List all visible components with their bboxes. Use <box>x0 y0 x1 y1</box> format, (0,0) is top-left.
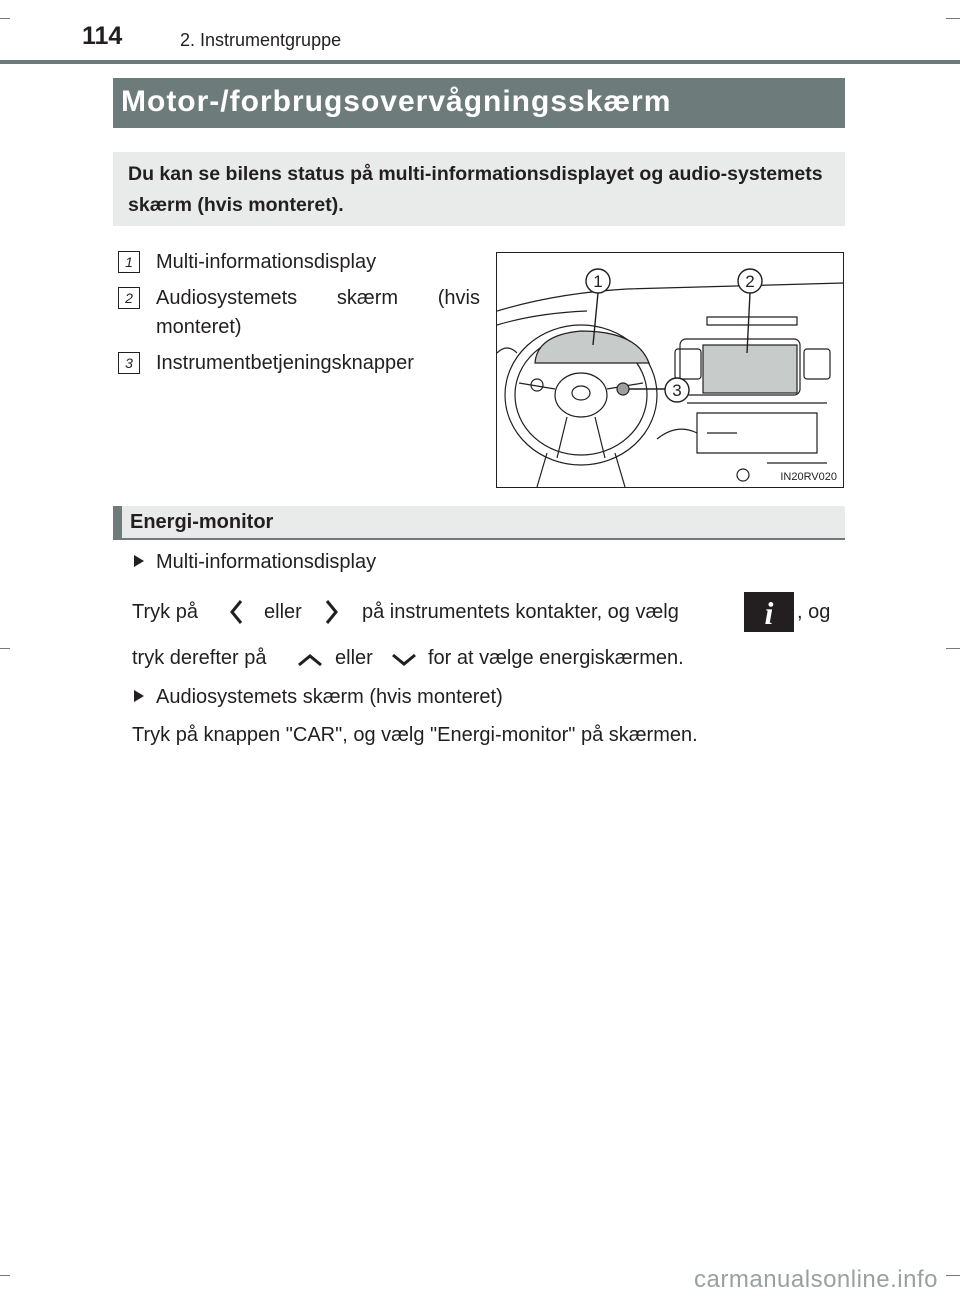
figure-code: IN20RV020 <box>780 471 837 483</box>
bullet-triangle-icon <box>134 555 144 567</box>
subsection-header <box>113 506 845 540</box>
dashboard-illustration <box>496 252 844 488</box>
legend-item <box>118 349 480 378</box>
intro-box: Du kan se bilens status på multi-informationsdisplayet og audio-systemets skærm (hvis monteret). <box>113 152 845 226</box>
bullet-triangle-icon <box>134 690 144 702</box>
para-text: på instrumentets kontakter, og vælg <box>362 601 679 623</box>
header-rule <box>0 60 960 64</box>
crop-mark <box>946 18 960 19</box>
chevron-left-icon <box>228 598 246 626</box>
legend-text: Instrumentbetjeningsknapper <box>156 352 414 374</box>
legend-item <box>118 248 480 277</box>
page-number: 114 <box>82 22 123 50</box>
legend-number: 1 <box>118 251 140 273</box>
crop-mark <box>946 648 960 649</box>
legend-text: Multi-informationsdisplay <box>156 251 377 273</box>
bullet-text: Multi-informationsdisplay <box>156 551 377 573</box>
legend-number: 2 <box>118 287 140 309</box>
subsection-accent <box>113 506 122 538</box>
subsection-title: Energi-monitor <box>130 511 274 533</box>
crop-mark <box>0 1275 10 1276</box>
crop-mark <box>0 18 10 19</box>
crop-mark <box>946 1275 960 1276</box>
section-header: 2. Instrumentgruppe <box>180 30 342 50</box>
info-icon: i <box>744 592 794 632</box>
para-text: eller <box>264 601 302 623</box>
chevron-down-icon <box>390 652 418 668</box>
bullet-text: Audiosystemets skærm (hvis monteret) <box>156 686 503 708</box>
para-text: eller <box>335 647 373 669</box>
page-title: Motor-/forbrugsovervågningsskærm <box>113 78 845 128</box>
para-text: , og <box>797 601 831 623</box>
para-text: tryk derefter på <box>132 647 267 669</box>
legend-number: 3 <box>118 352 140 374</box>
bullet-item <box>134 551 376 574</box>
para-text: Tryk på <box>132 601 198 623</box>
callout-1: 1 <box>593 272 603 291</box>
bullet-item <box>134 686 503 709</box>
legend-text: Audiosystemets skærm (hvis monteret) <box>156 287 480 338</box>
callout-3: 3 <box>672 381 682 400</box>
para-text: for at vælge energiskærmen. <box>428 647 684 669</box>
legend-item <box>118 284 480 342</box>
callout-2: 2 <box>745 272 755 291</box>
watermark: carmanualsonline.info <box>694 1266 938 1293</box>
para-text: Tryk på knappen "CAR", og vælg "Energi-monitor" på skærmen. <box>132 724 698 746</box>
dashboard-drawing <box>497 253 843 487</box>
chevron-up-icon <box>296 652 324 668</box>
chevron-right-icon <box>322 598 340 626</box>
figure-legend <box>118 248 480 385</box>
crop-mark <box>0 648 10 649</box>
